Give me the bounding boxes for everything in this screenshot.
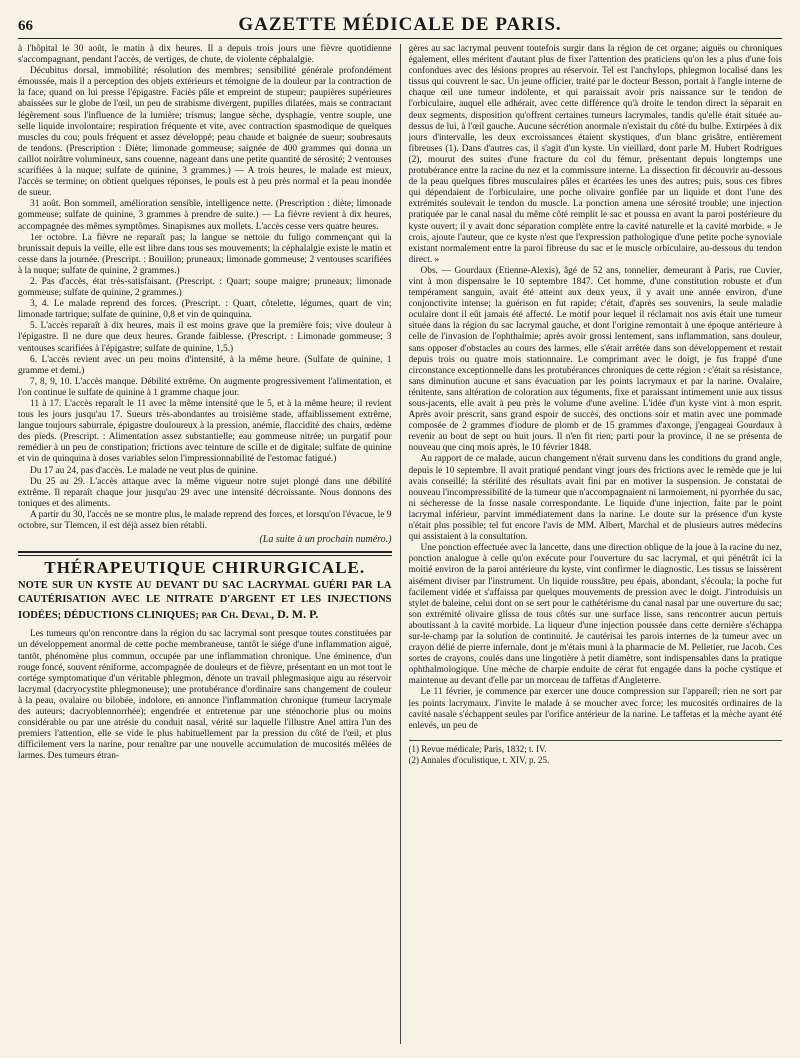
paragraph: 2. Pas d'accès, état très-satisfaisant. (Prescript. : Quart; soupe maigre; pruneaux; limonade gommeuse; sulfate de quinine, 2 grammes.) xyxy=(18,276,392,299)
page-number: 66 xyxy=(18,18,33,34)
paragraph: Au rapport de ce malade, aucun changement n'était survenu dans les conditions du grand angle, depuis le 10 septembre. Il avait pratiqué pendant vingt jours des frictions avec le remède que je lui avais conseillé; la stérilité des résultats avait fini par en motiver la suspension. Je constatai de nouveau l'incompressibilité de la tumeur que n'accompagnaient ni larmoiement, ni pyorrhée du sac, ni sécheresse de la fosse nasale correspondante. Le liquide d'une injection, faite par le point lacrymal inférieur, parvint immédiatement dans la narine. Le doute sur la présence d'un kyste n'était plus possible; tel fut encore l'avis de MM. Albert, Marchal et de plusieurs autres médecins qui assistaient à la consultation. xyxy=(408,454,782,543)
article-title xyxy=(18,579,392,623)
paragraph: 11 à 17. L'accès reparaît le 11 avec la même intensité que le 5, et à la même heure; il revient tous les jours jusqu'au 17. Sueurs très-abondantes au troisième stade, affaiblissement extrême, langue toujours saburrale, épigastre douloureux à la pression, anémie, flaccidité des chairs, œdème des pieds. (Prescript. : Alimentation assez substantielle; eau gommeuse nitrée; un purgatif pour remédier à un peu de constipation; frictions avec teinture de scille et de digitale; sulfate de quinine et vin de quinquina à doses variables selon l'impressionnabilité de l'estomac fatigué.) xyxy=(18,399,392,465)
section-title: THÉRAPEUTIQUE CHIRURGICALE. xyxy=(44,558,366,578)
article-title-text: NOTE SUR UN KYSTE AU DEVANT DU SAC LACRYMAL GUÉRI PAR LA CAUTÉRISATION AVEC LE NITRATE D'ARGENT ET LES INJECTIONS IODÉES; DÉDUCTIONS CLINIQUES; xyxy=(18,580,392,622)
paragraph: 6. L'accès revient avec un peu moins d'intensité, à la même heure. (Sulfate de quinine, 1 gramme et demi.) xyxy=(18,354,392,376)
left-column xyxy=(18,44,392,1044)
article-body: Les tumeurs qu'on rencontre dans la région du sac lacrymal sont presque toutes constituées par un développement anormal de cette poche membraneuse, tantôt le siége d'une inflammation aiguë, tantôt, phénomène plus commun, occupée par une inflammation chronique. Une éminence, d'un rouge foncé, souvent réniforme, accompagnée de douleurs et de fièvre, présentant en un mot tout le cortége symptomatique d'un véritable phlegmon, dénote un travail phlegmasique aigu au réservoir lacrymal (dacryocystite phlegmoneuse); une protubérance d'ordinaire sans changement de couleur à la peau, ovalaire ou bilobée, indolore, en annonce l'inflammation chronique (tumeur lacrymale des auteurs; dacryoblennorrhée); engendrée et entretenue par une sténochorie plus ou moins considérable ou par une atrésie du conduit nasal, vérité sur laquelle l'illustre Anel attira l'un des premiers l'attention, elle se vide le plus habituellement par la pression du côté de l'œil, et plus difficilement vers la narine, pour renaître par une nouvelle accumulation de mucosités mêlées de larmes. Des tumeurs étran- xyxy=(18,629,392,762)
newspaper-page xyxy=(18,14,782,1048)
column-rule xyxy=(400,44,401,1044)
paragraph: 1er octobre. La fièvre ne reparaît pas; la langue se nettoie du fuligo commençant qui la brunissait depuis la veille, elle est libre dans tous ses mouvements; la céphalalgie existe le matin et cesse dans la journée. (Prescript. : Bouillon; pruneaux; limonade gommeuse; 2 ventouses scarifiées à la nuque; sulfate de quinine, 2 grammes.) xyxy=(18,232,392,276)
right-column xyxy=(409,44,783,1044)
section-divider xyxy=(18,551,392,556)
paragraph: A partir du 30, l'accès ne se montre plus, le malade reprend des forces, et lorsqu'on l'évacue, le 9 octobre, sur Tlemcen, il est déjà assez bien rétabli. xyxy=(18,509,392,532)
columns xyxy=(18,44,782,1044)
observation-paragraph: Obs. — Gourdaux (Etienne-Alexis), âgé de 52 ans, tonnelier, demeurant à Paris, rue Cuvier, vint à mon dispensaire le 10 septembre 1847. Cet homme, d'une constitution robuste et d'un tempérament sanguin, avait été atteint aux deux yeux, il y avait une année environ, d'une conjonctivite intense; la guérison en fut rapide; c'était, d'après ses souvenirs, la seule maladie oculaire dont il eût jamais été affecté. Le motif pour lequel il réclamait nos avis était une tumeur située dans la région du sac lacrymal gauche, et dont l'origine remontait à une époque antérieure à celle de l'invasion de l'ophthalmie; après avoir grossi lentement, sans inflammation, sans douleur, sans opposer d'obstacles au cours des larmes, elle s'était arrêtée dans son développement et restait depuis trois ou quatre mois stationnaire. Le comprimant avec le doigt, je fus frappé d'une circonstance exceptionnelle dans les protubérances chroniques de cette région : c'était sa résistance, sans diminution aucune et sans évacuation par les points lacrymaux et par la narine. Ovalaire, rénitente, sans altération de coloration aux téguments, fixe et paraissant intimement unie aux tissus sous-jacents, elle avait à peu près le volume d'une aveline. L'idée d'un kyste vint à mon esprit. Après avoir prescrit, sans grand espoir de succès, des onctions soir et matin avec une pommade composée de 2 grammes d'iodure de plomb et de 15 grammes d'axonge, j'engageai Gourdaux à revenir au bout de sept ou huit jours. Il n'en fit rien; parti pour la province, il ne se présenta de nouveau que cinq mois après, le 10 février 1848. xyxy=(408,265,782,454)
paragraph: à l'hôpital le 30 août, le matin à dix heures. Il a depuis trois jours une fièvre quotidienne s'accompagnant, pendant l'accès, de vertiges, de chute, de violente céphalalgie. xyxy=(18,44,392,66)
paragraph: 3, 4. Le malade reprend des forces. (Prescript. : Quart, côtelette, légumes, quart de vin; limonade tartrique; sulfate de quinine, 0,8 et vin de quinquina. xyxy=(18,299,392,321)
footnotes xyxy=(409,740,783,766)
paragraph: gères au sac lacrymal peuvent toutefois surgir dans la région de cet organe; aiguës ou chroniques également, elles méritent d'autant plus de fixer l'attention des praticiens qu'on les a plus d'une fois confondues avec des lésions propres au réservoir. Tel est l'anchylops, phlegmon localisé dans les tissus qui couvrent le sac. Un jeune officier, traité par le docteur Besson, portait à l'angle interne de chaque œil une tumeur indolente, et qui paraissait avoir pris naissance sur le tendon de l'orbiculaire, auquel elle adhérait, avec cette différence qu'à droite le tendon direct la séparait en deux segments, disposition qu'offrent certaines tumeurs lacrymales, tandis qu'elle était située au-dessus de lui, à l'œil gauche. Aucune sécrétion anormale n'existait du côté du bulbe. Extirpées à dix jours d'intervalle, les deux excroissances étaient skystiques, d'un blanc grisâtre, entièrement fibreuses (1). Dans d'autres cas, il s'agit d'un kyste. Un vieillard, dont parle M. Hubert Rodrigues (2), mourut des suites d'une fracture du col du fémur, présentant depuis longtemps une protubérance entre la racine du nez et la commissure interne. La dissection fit découvrir au-dessous de la peau quelques fibres musculaires pâles et écartées les unes des autres; puis, sous ces fibres qui dépendaient de l'orbiculaire, une poche olivaire gonflée par un liquide et dont l'une des extrémités soulevait le tendon du muscle. La ponction amena une sérosité trouble; une injection pratiquée par le canal nasal du même côté remplit le sac et poussa en avant la paroi postérieure du kyste ouvert; il y avait donc séparation complète entre la cavité naturelle et la cavité morbide. « Je crois, ajoute l'auteur, que ce kyste n'est que l'expression pathologique d'une petite poche synoviale existant normalement entre la paroi fibreuse du sac et le muscle orbiculaire, au-dessous du tendon direct. » xyxy=(408,44,782,265)
footnote: (1) Revue médicale; Paris, 1832; t. IV. xyxy=(408,743,547,754)
journal-title: GAZETTE MÉDICALE DE PARIS. xyxy=(238,14,562,35)
article-author: par Ch. Deval, D. M. P. xyxy=(201,607,319,622)
paragraph: 7, 8, 9, 10. L'accès manque. Débilité extrême. On augmente progressivement l'alimentation, et l'on continue le sulfate de quinine à 1 gramme chaque jour. xyxy=(18,376,392,398)
paragraph: Décubitus dorsal, immobilité; résolution des membres; sensibilité générale profondément émoussée, mais il a perception des objets extérieurs et témoigne de la douleur par la contraction de la face, quand on lui presse l'épigastre. Faciès pâle et empreint de stupeur; paupières supérieures abaissées sur le globe de l'œil, un peu de strabisme divergent, pupilles dilatées, mais se contractant légèrement sous l'influence de la lumière; trismus; langue sèche, dysphagie, ventre souple, une selle liquide involontaire; respiration fréquente et vite, avec contraction spasmodique de quelques muscles du cou; pouls fréquent et assez développé; peau chaude et baignée de sueur; soubresauts de tendons. (Prescription : Diète; limonade gommeuse; saignée de 400 grammes qui donna un caillot noirâtre volumineux, sans couenne, nageant dans une petite quantité de sérosité; 2 ventouses scarifiées à la nuque; sulfate de quinine, 3 grammes.) — A trois heures, le malade est mieux, l'accès se termine; on obtient quelques réponses, le pouls est à peu près normal et la peau inondée de sueur. xyxy=(18,66,392,199)
footnote: (2) Annales d'oculistique, t. XIV, p. 25. xyxy=(408,754,550,765)
paragraph: Une ponction effectuée avec la lancette, dans une direction oblique de la joue à la racine du nez, ponction analogue à celle qu'on exécute pour l'ouverture du sac lacrymal, et qui pénétrât ici la moitié environ de la paroi antérieure du kyste, vint confirmer le diagnostic. Les tissus se laissèrent aisément diviser par l'instrument. Un liquide roussâtre, peu épais, abondant, s'écoula; la poche fut facilement vidée et s'affaissa par quelques mouvements de pression avec le doigt. J'introduisis un stylet de baleine, celui dont on se sert pour le cathétérisme du canal nasal par une ouverture du sac; son extrémité olivaire glissa de tous côtés sur une surface lisse, sans rencontrer aucun pertuis aboutissant à la cavité morbide. La liqueur d'une injection poussée dans cette dernière s'échappa sur-le-champ par la solution de continuité. Je cautérisai les parois internes de la tumeur avec un crayon délié de pierre infernale, dont je m'étais muni à la pharmacie de M. Pelletier, rue Jacob. Ces sortes de crayons, coulés dans une lingotière à petit diamètre, sont indispensables dans la pratique ophthalmologique. Une mèche de charpie enduite de cérat fut engagée dans la poche cystique et maintenue au devant d'elle par un morceau de taffetas d'Angleterre. xyxy=(408,543,782,687)
paragraph: 5. L'accès reparaît à dix heures, mais il est moins grave que la première fois; vive douleur à l'épigastre. Il ne dure que deux heures. Grande faiblesse. (Prescript. : Limonade gommeuse; 3 ventouses scarifiées à l'épigastre; sulfate de quinine, 1,5.) xyxy=(18,321,392,354)
paragraph: Du 25 au 29. L'accès attaque avec la même vigueur notre sujet plongé dans une débilité extrême. Il reparaît chaque jour jusqu'au 29 avec une intensité décroissante. Nous donnons des toniques et des aliments. xyxy=(18,476,392,509)
continuation-note: (La suite à un prochain numéro.) xyxy=(259,534,392,546)
page-header xyxy=(18,14,782,39)
paragraph: Du 17 au 24, pas d'accès. Le malade ne veut plus de quinine. xyxy=(30,465,258,476)
paragraph: Le 11 février, je commence par exercer une douce compression sur l'appareil; rien ne sort par les points lacrymaux. J'invite le malade à se moucher avec force; les mucosités ordinaires de la cavité nasale s'échappent seules par l'orifice antérieur de la narine. Le taffetas et la mèche ayant été enlevés, un peu de xyxy=(408,687,782,731)
paragraph: 31 août. Bon sommeil, amélioration sensible, intelligence nette. (Prescription : diète; limonade gommeuse; sulfate de quinine, 3 grammes à prendre de suite.) — La fièvre revient à dix heures, accompagnée des mêmes symptômes. Sinapismes aux mollets. L'accès cesse vers quatre heures. xyxy=(18,199,392,232)
